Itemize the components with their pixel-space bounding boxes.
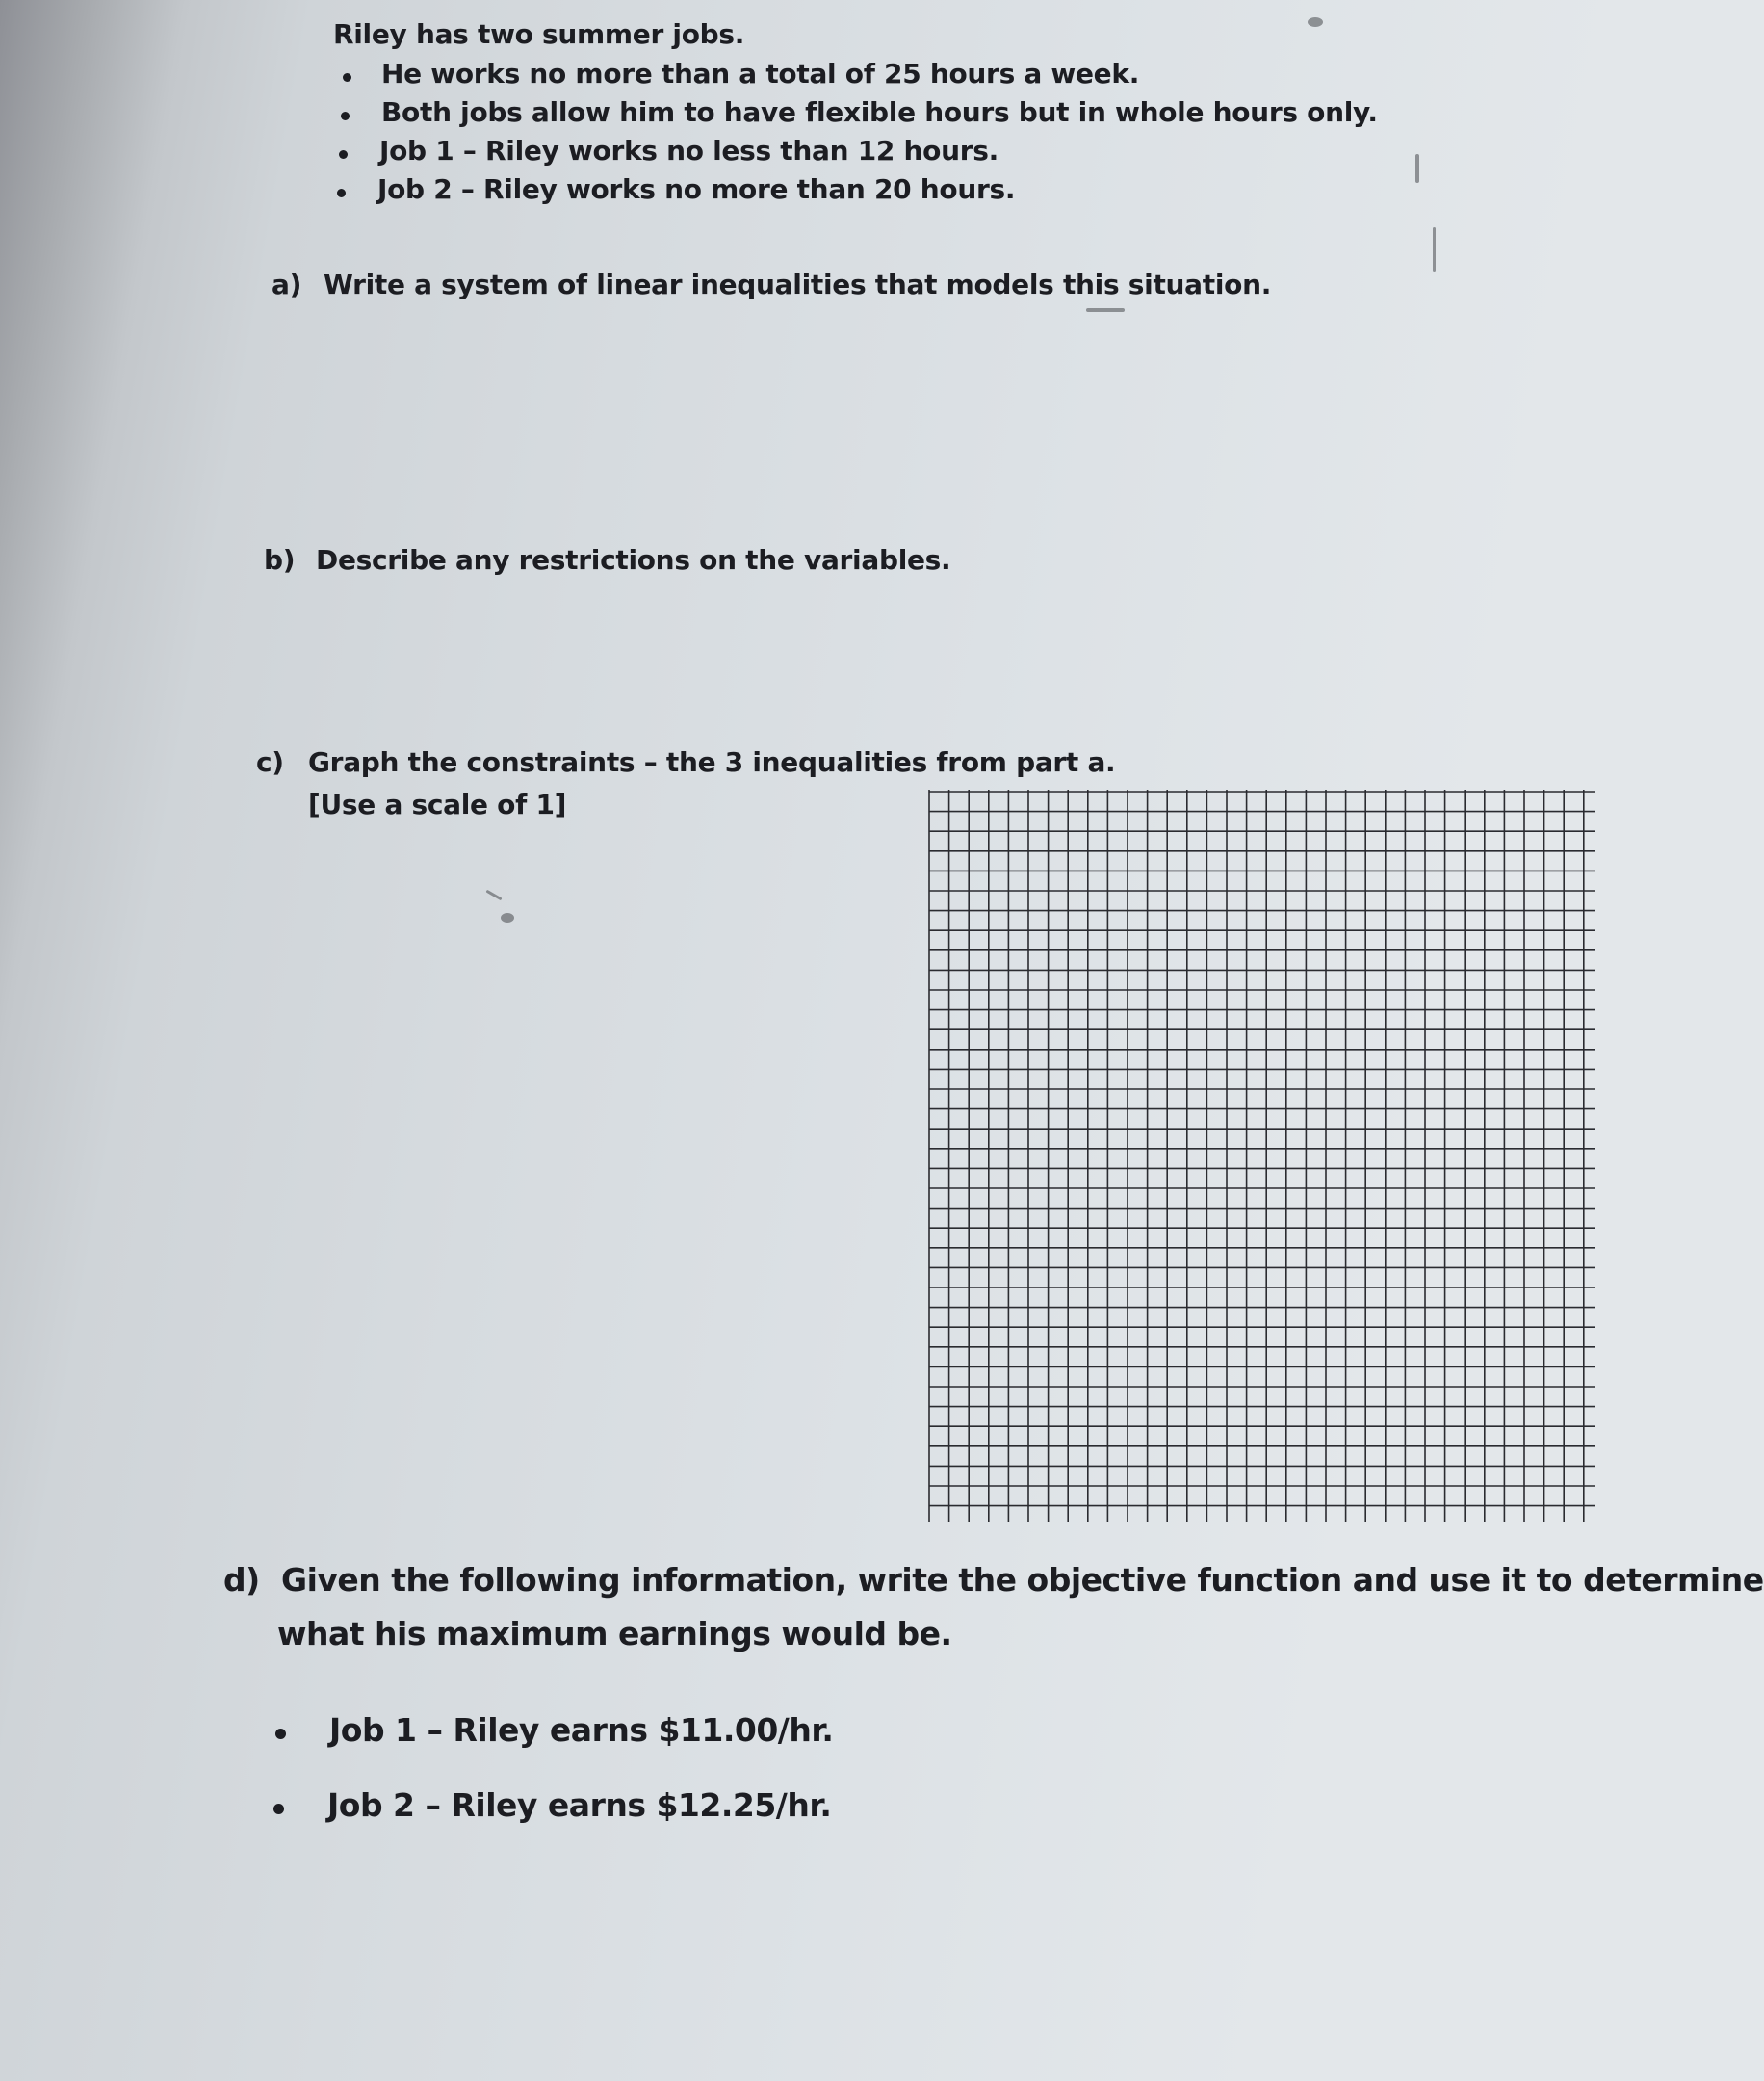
question-c-note: [Use a scale of 1]: [308, 789, 567, 820]
paper-mark: [485, 890, 502, 901]
bullet-marker: [339, 150, 348, 159]
question-d-line2: what his maximum earnings would be.: [277, 1615, 952, 1652]
bullet-marker: [337, 189, 346, 197]
paper-speck: [1308, 17, 1323, 27]
paper-mark: [1086, 308, 1125, 312]
paper-mark: [1415, 154, 1419, 183]
constraint-item: Job 2 – Riley works no more than 20 hours.: [377, 173, 1016, 205]
question-d-label: d): [223, 1561, 260, 1599]
question-a-label: a): [272, 269, 302, 300]
question-a-text: Write a system of linear inequalities that models this situation.: [324, 269, 1272, 300]
earnings-item: Job 2 – Riley earns $12.25/hr.: [327, 1786, 832, 1824]
paper-speck: [501, 913, 514, 923]
question-d-line1: Given the following information, write the objective function and use it to determine: [281, 1561, 1764, 1599]
constraint-item: He works no more than a total of 25 hours a week.: [381, 58, 1140, 90]
intro-text: Riley has two summer jobs.: [333, 18, 745, 50]
question-c-text: Graph the constraints – the 3 inequalities from part a.: [308, 746, 1116, 778]
bullet-marker: [273, 1804, 284, 1814]
bullet-marker: [275, 1729, 286, 1739]
question-b-label: b): [264, 544, 296, 576]
graph-paper-grid[interactable]: [920, 790, 1595, 1522]
bullet-marker: [341, 112, 350, 120]
earnings-item: Job 1 – Riley earns $11.00/hr.: [329, 1711, 834, 1749]
constraint-item: Both jobs allow him to have flexible hours but in whole hours only.: [381, 96, 1378, 128]
bullet-marker: [343, 73, 351, 82]
constraint-item: Job 1 – Riley works no less than 12 hours.: [379, 135, 999, 167]
question-b-text: Describe any restrictions on the variables.: [316, 544, 951, 576]
question-c-label: c): [256, 746, 284, 778]
paper-mark: [1433, 227, 1436, 272]
